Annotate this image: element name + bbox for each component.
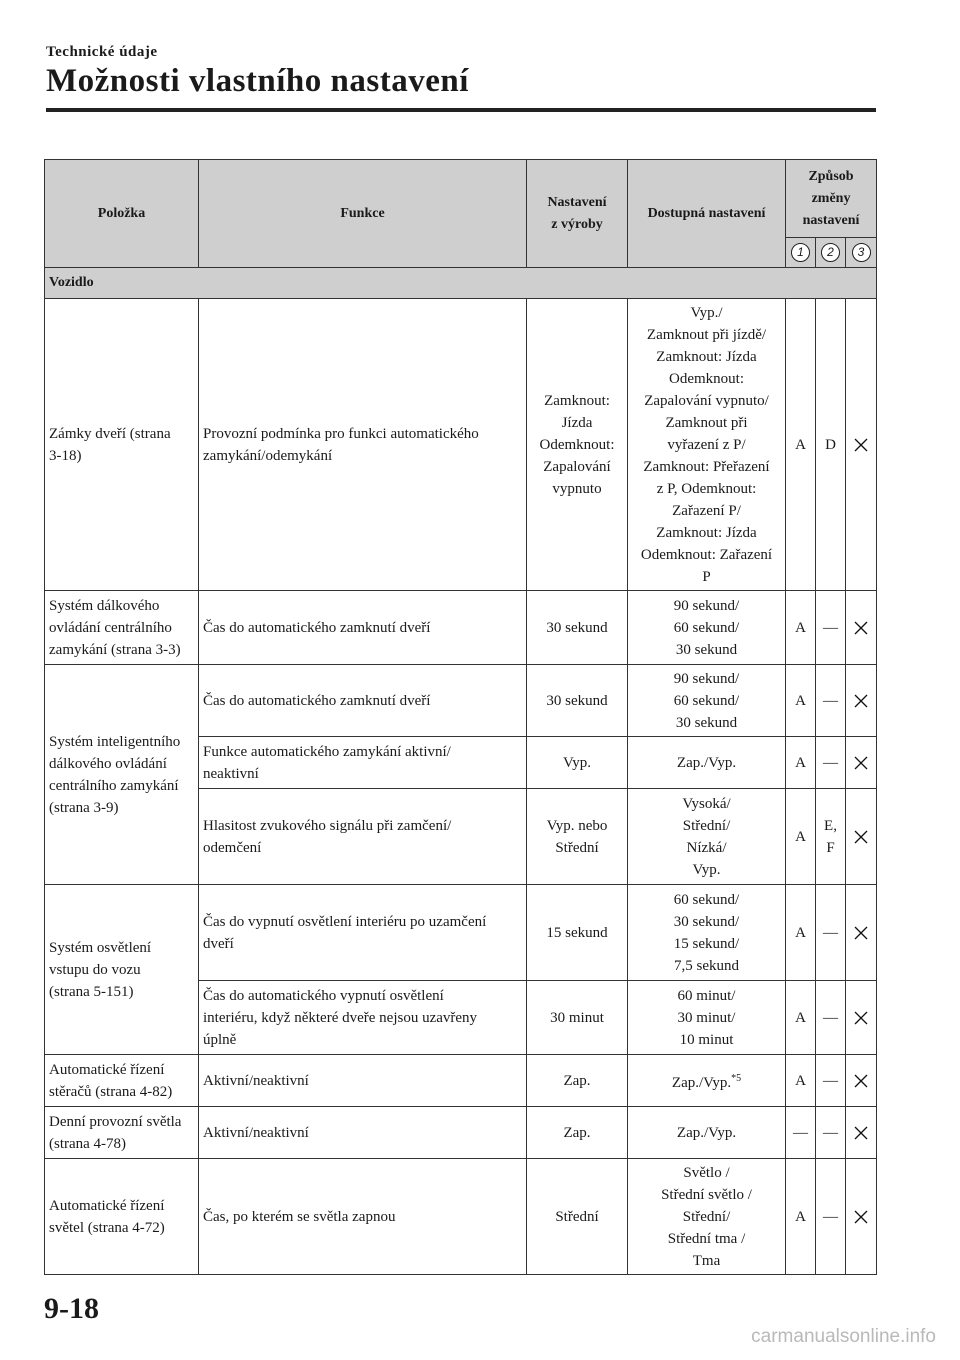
table-row [45,1055,877,1107]
cross-icon [853,437,869,453]
available-cell: Vyp./ Zamknout při jízdě/ Zamknout: Jízda Odemknout: Zapalování vypnuto/ Zamknout při vyřazení z P/ Zamknout: Přeřazení z P, Odemknout: Zařazení P/ Zamknout: Jízda Odemknout: Zařazení P [628,299,786,591]
table-row [45,591,877,665]
col-header-item: Položka [45,160,199,268]
factory-cell: 30 sekund [527,665,628,737]
method-number-2: 2 [821,243,840,262]
factory-cell: 30 minut [527,981,628,1055]
group-row-vehicle [45,268,877,299]
factory-cell: Zap. [527,1055,628,1107]
item-cell: Automatické řízení stěračů (strana 4-82) [45,1055,199,1107]
available-cell [628,1055,786,1107]
available-value: Zap./Vyp. [671,1074,732,1091]
method-3-header [846,238,877,268]
cross-icon [853,1010,869,1026]
method-1-cell: A [786,299,816,591]
watermark: carmanualsonline.info [751,1326,936,1347]
function-cell: Provozní podmínka pro funkci automatického zamykání/odemykání [199,299,527,591]
method-1-cell: A [786,665,816,737]
cross-icon [853,693,869,709]
item-cell: Denní provozní světla (strana 4-78) [45,1107,199,1159]
function-cell: Čas do automatického zamknutí dveří [199,591,527,665]
available-cell: 60 minut/ 30 minut/ 10 minut [628,981,786,1055]
method-1-cell: A [786,1055,816,1107]
section-label: Technické údaje [46,44,158,60]
method-number-3: 3 [852,243,871,262]
function-cell: Čas do automatického zamknutí dveří [199,665,527,737]
footnote-ref: *5 [731,1072,742,1084]
table-row [45,885,877,981]
available-cell: 60 sekund/ 30 sekund/ 15 sekund/ 7,5 sekund [628,885,786,981]
factory-cell: Střední [527,1159,628,1275]
available-cell: Zap./Vyp. [628,737,786,789]
method-number-1: 1 [791,243,810,262]
factory-cell: Zamknout: Jízda Odemknout: Zapalování vypnuto [527,299,628,591]
function-cell: Čas do vypnutí osvětlení interiéru po uzamčení dveří [199,885,527,981]
factory-cell: Zap. [527,1107,628,1159]
group-label: Vozidlo [45,268,877,299]
method-1-cell: A [786,737,816,789]
function-cell: Hlasitost zvukového signálu při zamčení/ odemčení [199,789,527,885]
col-header-factory: Nastavení z výroby [527,160,628,268]
col-header-available: Dostupná nastavení [628,160,786,268]
method-2-cell: — [816,591,846,665]
method-3-cell [846,1159,877,1275]
available-cell: Vysoká/ Střední/ Nízká/ Vyp. [628,789,786,885]
function-cell: Čas do automatického vypnutí osvětlení interiéru, když některé dveře nejsou uzavřeny úplně [199,981,527,1055]
method-2-cell: — [816,737,846,789]
item-cell: Systém osvětlení vstupu do vozu (strana 5-151) [45,885,199,1055]
method-1-cell: A [786,789,816,885]
method-2-cell: E, F [816,789,846,885]
page-number: 9-18 [44,1292,99,1325]
available-cell: Zap./Vyp. [628,1107,786,1159]
method-3-cell [846,737,877,789]
table-row [45,1107,877,1159]
method-3-cell [846,665,877,737]
method-1-cell: A [786,885,816,981]
page-header [46,44,876,100]
item-cell: Automatické řízení světel (strana 4-72) [45,1159,199,1275]
method-3-cell [846,591,877,665]
cross-icon [853,620,869,636]
factory-cell: Vyp. nebo Střední [527,789,628,885]
page-title: Možnosti vlastního nastavení [46,63,469,99]
cross-icon [853,755,869,771]
method-1-cell: — [786,1107,816,1159]
cross-icon [853,829,869,845]
available-cell: Světlo / Střední světlo / Střední/ Střední tma / Tma [628,1159,786,1275]
customization-table [44,159,877,1275]
method-2-cell: D [816,299,846,591]
method-1-cell: A [786,1159,816,1275]
method-1-header [786,238,816,268]
cross-icon [853,925,869,941]
method-2-cell: — [816,1055,846,1107]
method-2-cell: — [816,981,846,1055]
method-1-cell: A [786,591,816,665]
function-cell: Aktivní/neaktivní [199,1055,527,1107]
method-1-cell: A [786,981,816,1055]
function-cell: Čas, po kterém se světla zapnou [199,1159,527,1275]
method-2-cell: — [816,1159,846,1275]
method-3-cell [846,789,877,885]
item-cell: Systém inteligentního dálkového ovládání centrálního zamykání (strana 3-9) [45,665,199,885]
function-cell: Funkce automatického zamykání aktivní/ neaktivní [199,737,527,789]
method-3-cell [846,981,877,1055]
item-cell: Zámky dveří (strana 3-18) [45,299,199,591]
table-row [45,665,877,737]
table-row [45,1159,877,1275]
cross-icon [853,1125,869,1141]
cross-icon [853,1073,869,1089]
item-cell: Systém dálkového ovládání centrálního zamykání (strana 3-3) [45,591,199,665]
col-header-function: Funkce [199,160,527,268]
method-2-header [816,238,846,268]
cross-icon [853,1209,869,1225]
method-3-cell [846,1107,877,1159]
col-header-change-method: Způsob změny nastavení [786,160,877,238]
table-row [45,299,877,591]
method-2-cell: — [816,665,846,737]
factory-cell: 30 sekund [527,591,628,665]
available-cell: 90 sekund/ 60 sekund/ 30 sekund [628,665,786,737]
method-3-cell [846,299,877,591]
factory-cell: Vyp. [527,737,628,789]
header-divider [46,108,876,112]
factory-cell: 15 sekund [527,885,628,981]
method-3-cell [846,1055,877,1107]
available-cell: 90 sekund/ 60 sekund/ 30 sekund [628,591,786,665]
method-2-cell: — [816,885,846,981]
method-2-cell: — [816,1107,846,1159]
method-3-cell [846,885,877,981]
function-cell: Aktivní/neaktivní [199,1107,527,1159]
